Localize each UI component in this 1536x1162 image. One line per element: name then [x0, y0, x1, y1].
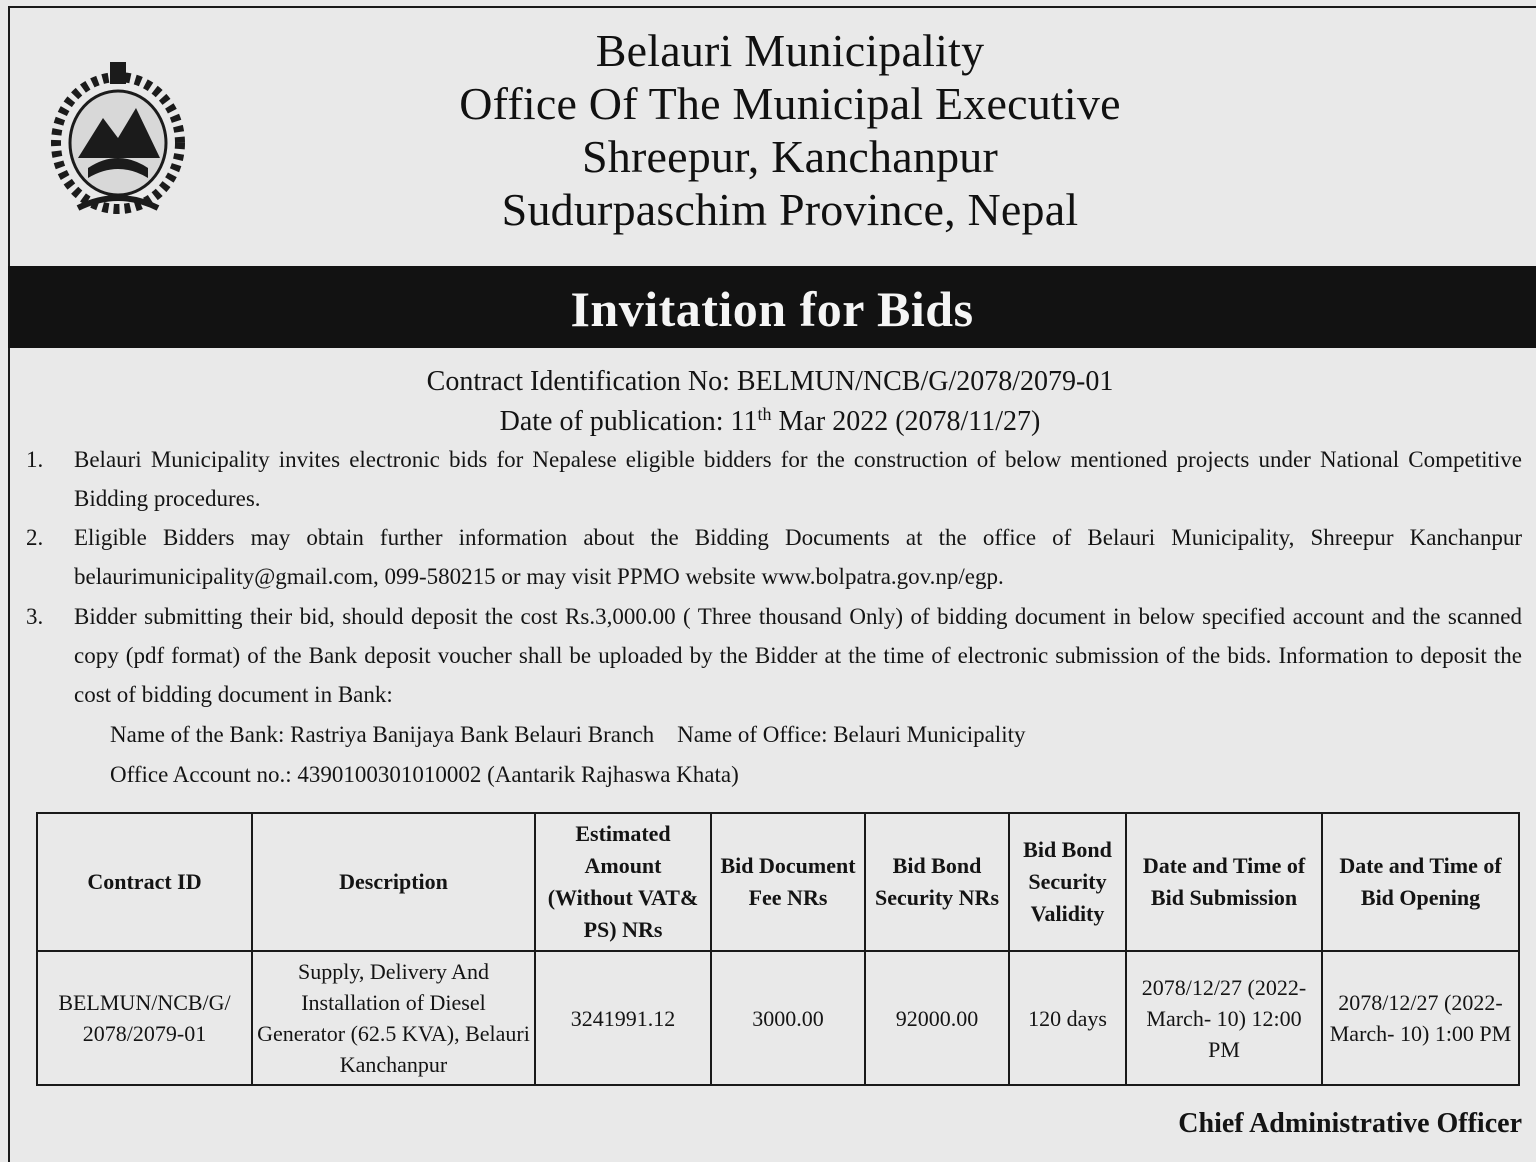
bank-account-line: Office Account no.: 4390100301010002 (Aantarik Rajhaswa Khata): [110, 762, 739, 787]
header-bid-document-fee: Bid Document Fee NRs: [711, 813, 865, 951]
header-bid-bond-security: Bid Bond Security NRs: [865, 813, 1009, 951]
header-bid-submission: Date and Time of Bid Submission: [1126, 813, 1322, 951]
paragraph-text: Belauri Municipality invites electronic bids for Nepalese eligible bidders for the construction of below mentioned projects under National Competitive Bidding procedures.: [74, 447, 1522, 511]
cell-estimated-amount: 3241991.12: [535, 951, 711, 1085]
header-estimated-amount: Estimated Amount (Without VAT& PS) NRs: [535, 813, 711, 951]
cell-contract-id: BELMUN/NCB/G/ 2078/2079-01: [37, 951, 252, 1085]
publication-date-sup: th: [757, 404, 772, 424]
cell-bid-opening: 2078/12/27 (2022-March- 10) 1:00 PM: [1322, 951, 1519, 1085]
government-emblem-icon: [48, 48, 188, 218]
title-banner: [8, 266, 1536, 348]
municipality-header: [440, 24, 1140, 236]
bank-name-line: Name of the Bank: Rastriya Banijaya Bank Belauri Branch Name of Office: Belauri Municipality: [110, 722, 1026, 747]
header-line-province: Sudurpaschim Province, Nepal: [501, 184, 1079, 235]
paragraph-text: Eligible Bidders may obtain further information about the Bidding Documents at the office of Belauri Municipality, Shreepur Kanchanpur belaurimunicipality@gmail.com, 099-580215 or may visit PPMO website www.bolpatra.gov.np/egp.: [74, 525, 1522, 589]
table-row: [37, 951, 1519, 1085]
paragraph-number: 2.: [26, 525, 44, 550]
cell-bid-submission: 2078/12/27 (2022-March- 10) 12:00 PM: [1126, 951, 1322, 1085]
paragraph-number: 3.: [26, 604, 44, 629]
header-line-municipality: Belauri Municipality: [595, 25, 985, 76]
cell-bid-bond-validity: 120 days: [1009, 951, 1126, 1085]
table-header-row: [37, 813, 1519, 951]
banner-title: Invitation for Bids: [570, 281, 974, 337]
bid-details-table: [36, 812, 1520, 1086]
paragraph-text: Bidder submitting their bid, should deposit the cost Rs.3,000.00 ( Three thousand Only) of bidding document in below specified account and the scanned copy (pdf format) of the Bank deposit voucher shall be uploaded by the Bidder at the time of electronic submission of the bids. Information to deposit the cost of bidding document in Bank:: [74, 604, 1522, 707]
contract-id-line: Contract Identification No: BELMUN/NCB/G/2078/2079-01: [426, 366, 1114, 397]
paragraph-1: [26, 440, 1522, 518]
paragraph-3: [26, 597, 1522, 714]
header-line-location: Shreepur, Kanchanpur: [581, 131, 998, 182]
paragraph-number: 1.: [26, 447, 44, 472]
cell-description: Supply, Delivery And Installation of Diesel Generator (62.5 KVA), Belauri Kanchanpur: [252, 951, 535, 1085]
publication-date-prefix: Date of publication: 11: [499, 406, 758, 437]
header-line-office: Office Of The Municipal Executive: [459, 78, 1121, 129]
signoff-title: Chief Administrative Officer: [1178, 1108, 1522, 1139]
header-bid-bond-validity: Bid Bond Security Validity: [1009, 813, 1126, 951]
cell-bid-document-fee: 3000.00: [711, 951, 865, 1085]
cell-bid-bond-security: 92000.00: [865, 951, 1009, 1085]
header-bid-opening: Date and Time of Bid Opening: [1322, 813, 1519, 951]
paragraph-2: [26, 518, 1522, 596]
header-description: Description: [252, 813, 535, 951]
publication-date-suffix: Mar 2022 (2078/11/27): [771, 406, 1041, 437]
publication-date-line: [300, 398, 1240, 438]
header-contract-id: Contract ID: [37, 813, 252, 951]
